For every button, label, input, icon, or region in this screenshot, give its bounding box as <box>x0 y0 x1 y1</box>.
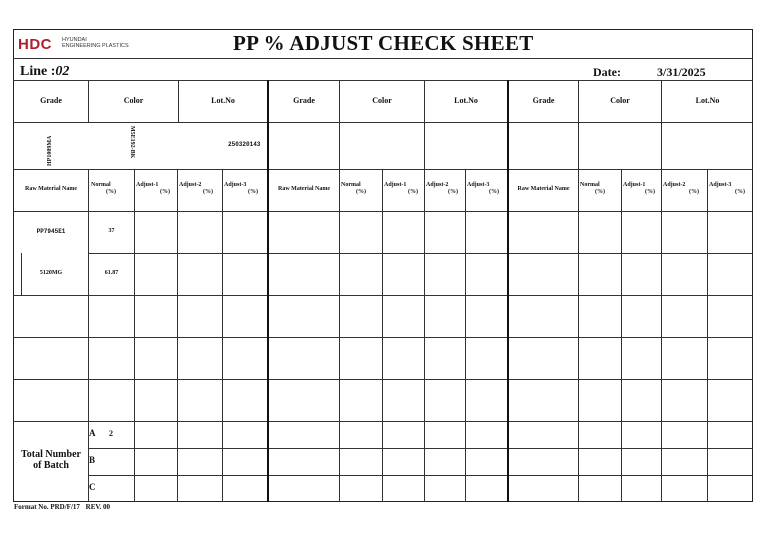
col-lot-1: Lot.No <box>211 96 235 105</box>
group-divider <box>507 80 509 502</box>
grid-line <box>578 80 579 502</box>
col-adjust3-2 <box>467 182 505 196</box>
line-field <box>20 64 69 80</box>
col-lot-3: Lot.No <box>695 96 720 105</box>
grid-line <box>13 421 753 422</box>
group-divider <box>267 80 269 502</box>
normal-label: Normal <box>91 182 111 188</box>
pct-label: (%) <box>489 189 499 195</box>
adjust2-label: Adjust-2 <box>663 182 686 188</box>
col-adjust1-1 <box>136 182 176 196</box>
batch-c-label: C <box>89 482 96 492</box>
grid-line <box>177 169 178 502</box>
batch-a-value: 2 <box>109 429 113 438</box>
grid-line <box>13 58 753 59</box>
pct-label: (%) <box>595 189 605 195</box>
col-adjust3-3 <box>709 182 753 196</box>
pct-label: (%) <box>735 189 745 195</box>
format-no: Format No. PRD/F/17 <box>14 503 80 511</box>
material-name: PP7945E1 <box>36 228 66 235</box>
line-label: Line : <box>20 64 56 79</box>
logo-line-1: HYUNDAI <box>62 37 87 43</box>
col-color-1: Color <box>123 96 144 105</box>
batch-label-line1: Total Number <box>21 449 81 460</box>
grid-line <box>88 253 753 254</box>
pct-label: (%) <box>160 189 170 195</box>
pct-label: (%) <box>408 189 418 195</box>
pct-label: (%) <box>448 189 458 195</box>
pct-label: (%) <box>106 189 116 195</box>
normal-label: Normal <box>580 182 600 188</box>
col-adjust2-2 <box>426 182 464 196</box>
col-adjust1-3 <box>623 182 661 196</box>
adjust3-label: Adjust-3 <box>709 182 732 188</box>
date-value: 3/31/2025 <box>657 65 706 79</box>
col-color-2: Color <box>372 96 392 105</box>
material-name: 5120MG <box>39 270 63 276</box>
batch-label-line2: of Batch <box>33 460 69 471</box>
pct-label: (%) <box>356 189 366 195</box>
col-adjust3-1 <box>224 182 264 196</box>
adjust3-label: Adjust-3 <box>467 182 490 188</box>
col-lot-2: Lot.No <box>454 96 478 105</box>
col-adjust2-3 <box>663 182 707 196</box>
grid-line <box>339 80 340 502</box>
revision: REV. 00 <box>85 503 111 511</box>
page-title: PP % ADJUST CHECK SHEET <box>233 31 534 55</box>
col-raw-material-3: Raw Material Name <box>517 186 570 192</box>
logo-line-2: ENGINEERING PLASTICS <box>62 43 129 49</box>
grid-line <box>88 475 753 476</box>
grid-line <box>222 169 223 502</box>
grid-line <box>88 169 89 502</box>
batch-a-label: A <box>89 428 96 438</box>
col-adjust1-2 <box>384 182 424 196</box>
grid-line <box>465 169 466 502</box>
grid-line <box>661 80 662 502</box>
adjust1-label: Adjust-1 <box>384 182 407 188</box>
grid-line <box>13 295 753 296</box>
pct-label: (%) <box>203 189 213 195</box>
col-raw-material-1: Raw Material Name <box>25 186 77 192</box>
logo-brand: HDC <box>18 36 52 53</box>
normal-value: 61.87 <box>104 270 119 276</box>
col-normal-1 <box>91 182 131 196</box>
batch-b-label: B <box>89 455 96 465</box>
adjust2-label: Adjust-2 <box>426 182 449 188</box>
grid-line <box>13 80 753 81</box>
col-grade-1: Grade <box>40 96 62 105</box>
batch-label <box>14 449 88 471</box>
col-color-3: Color <box>610 96 630 105</box>
col-grade-2: Grade <box>293 96 315 105</box>
col-adjust2-1 <box>179 182 219 196</box>
line-value: 02 <box>55 64 70 79</box>
normal-value: 37 <box>108 228 115 234</box>
normal-label: Normal <box>341 182 361 188</box>
pct-label: (%) <box>645 189 655 195</box>
grid-line <box>13 122 753 123</box>
grade-value: HP1009MA <box>47 135 53 166</box>
pct-label: (%) <box>689 189 699 195</box>
grid-line <box>382 169 383 502</box>
col-grade-3: Grade <box>532 96 555 105</box>
color-value: M5E192-BK <box>129 126 135 159</box>
grid-line <box>707 169 708 502</box>
lot-value: 250320143 <box>228 141 261 148</box>
grid-line <box>88 448 753 449</box>
adjust1-label: Adjust-1 <box>136 182 159 188</box>
format-number <box>14 503 110 511</box>
col-raw-material-2: Raw Material Name <box>278 186 330 192</box>
date-label: Date: <box>593 65 621 79</box>
col-normal-3 <box>580 182 620 196</box>
adjust2-label: Adjust-2 <box>179 182 202 188</box>
grid-line <box>13 169 753 170</box>
grid-line <box>134 169 135 502</box>
adjust1-label: Adjust-1 <box>623 182 646 188</box>
grid-line <box>13 379 753 380</box>
grid-line <box>424 80 425 502</box>
pct-label: (%) <box>248 189 258 195</box>
col-normal-2 <box>341 182 381 196</box>
grid-line <box>13 337 753 338</box>
adjust3-label: Adjust-3 <box>224 182 247 188</box>
grid-line <box>621 169 622 502</box>
grid-line <box>13 211 753 212</box>
